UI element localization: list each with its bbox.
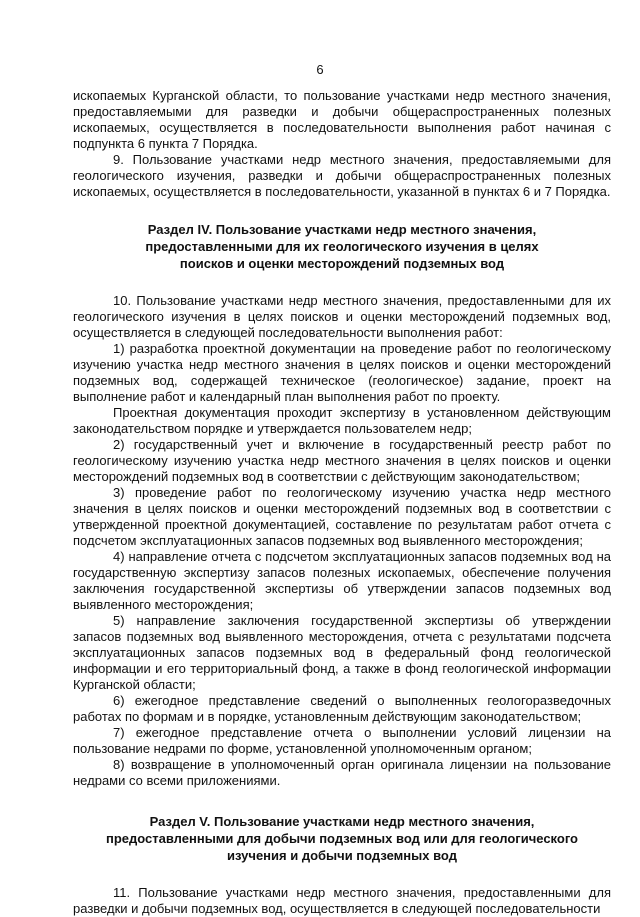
paragraph-item-9: 9. Пользование участками недр местного значения, предоставляемыми для геологического изучения, разведки и добычи общераспространенных полезных ископаемых, осуществляется в последовательности, указанной в пунктах 6 и 7 Порядка.: [73, 152, 611, 199]
section-5-heading: [73, 813, 611, 864]
page-number: 6: [316, 62, 324, 77]
list-item-1: 1) разработка проектной документации на проведение работ по геологическому изучению участка недр местного значения в целях поисков и оценки месторождений подземных вод, содержащей техническое (геологическое) задание, проект на выполнение работ и календарный план выполнения работ по проекту.: [73, 341, 611, 404]
list-item-2: 2) государственный учет и включение в государственный реестр работ по геологическому изучению участка недр местного значения в целях поисков и оценки месторождений подземных вод в соответствии с действующим законодательством;: [73, 437, 611, 484]
paragraph-item-10: 10. Пользование участками недр местного значения, предоставленными для их геологического изучения в целях поисков и оценки месторождений подземных вод, осуществляется в следующей последовательности выполнения работ:: [73, 293, 611, 340]
document-body: [73, 88, 611, 917]
section-4-title-line-3: поисков и оценки месторождений подземных вод: [179, 256, 505, 271]
section-4-heading: [73, 221, 611, 272]
section-5-title-line-1: Раздел V. Пользование участками недр местного значения,: [149, 814, 535, 829]
section-5-body: [73, 885, 611, 917]
list-item-4: 4) направление отчета с подсчетом эксплуатационных запасов подземных вод на государственную экспертизу запасов полезных ископаемых, обеспечение получения заключения государственной экспертизы об утверждении запасов подземных вод выявленного месторождения;: [73, 549, 611, 612]
paragraph-project-docs: Проектная документация проходит экспертизу в установленном действующим законодательством порядке и утверждается пользователем недр;: [73, 405, 611, 436]
list-item-7: 7) ежегодное представление отчета о выполнении условий лицензии на пользование недрами по форме, установленной уполномоченным органом;: [73, 725, 611, 756]
section-4-title-line-2: предоставленными для их геологического изучения в целях: [145, 239, 539, 254]
list-item-6: 6) ежегодное представление сведений о выполненных геологоразведочных работах по формам и в порядке, установленным действующим законодательством;: [73, 693, 611, 724]
list-item-3: 3) проведение работ по геологическому изучению участка недр местного значения в целях поисков и оценки месторождений подземных вод в соответствии с утвержденной проектной документацией, составление по результатам работ отчета с подсчетом эксплуатационных запасов подземных вод выявленного месторождения;: [73, 485, 611, 548]
paragraph-continuation: ископаемых Курганской области, то пользование участками недр местного значения, предоставляемыми для разведки и добычи общераспространенных полезных ископаемых, осуществляется в последовательности выполнения работ начиная с подпункта 6 пункта 7 Порядка.: [73, 88, 611, 151]
section-4-title-line-1: Раздел IV. Пользование участками недр местного значения,: [147, 222, 537, 237]
section-5-title-line-2: предоставленными для добычи подземных вод или для геологического: [105, 831, 579, 846]
list-item-5: 5) направление заключения государственной экспертизы об утверждении запасов подземных вод выявленного месторождения, отчета с результатами подсчета эксплуатационных запасов подземных вод в федеральный фонд геологической информации и его территориальный фонд, а также в фонд геологической информации Курганской области;: [73, 613, 611, 692]
paragraph-item-11: 11. Пользование участками недр местного значения, предоставленными для разведки и добычи подземных вод, осуществляется в следующей последовательности: [73, 885, 611, 916]
list-item-8: 8) возвращение в уполномоченный орган оригинала лицензии на пользование недрами со всеми приложениями.: [73, 757, 611, 788]
section-5-title-line-3: изучения и добычи подземных вод: [227, 848, 457, 863]
section-4-body: [73, 293, 611, 789]
